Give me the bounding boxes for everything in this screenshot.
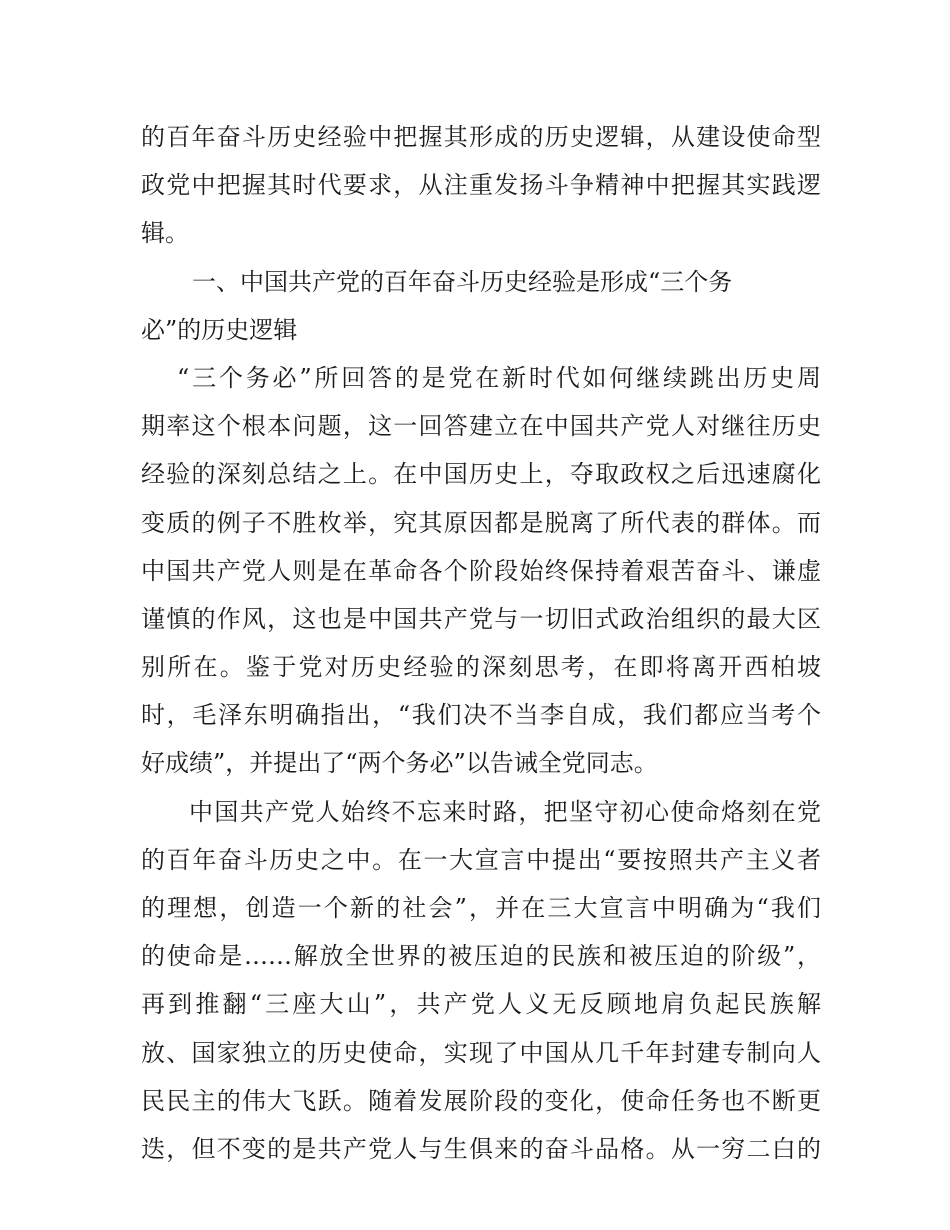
- paragraph-2-line-5: 再到推翻“三座大山”，共产党人义无反顾地肩负起民族解: [141, 990, 821, 1019]
- document-body: [141, 113, 821, 1173]
- paragraph-2-line-3: 的理想，创造一个新的社会”，并在三大宣言中明确为“我们: [141, 894, 821, 922]
- paragraph-2-line-1: 中国共产党人始终不忘来时路，把坚守初心使命烙刻在党: [189, 797, 821, 826]
- paragraph-1: [141, 354, 821, 788]
- intro-line-1: 的百年奋斗历史经验中把握其形成的历史逻辑，从建设使命型: [141, 123, 821, 151]
- paragraph-2-line-2: 的百年奋斗历史之中。在一大宣言中提出“要按照共产主义者: [141, 845, 821, 874]
- paragraph-2-line-6: 放、国家独立的历史使命，实现了中国从几千年封建专制向人: [141, 1038, 821, 1067]
- paragraph-1-line-1: “三个务必”所回答的是党在新时代如何继续跳出历史周: [177, 363, 821, 392]
- paragraph-1-line-3: 经验的深刻总结之上。在中国历史上，夺取政权之后迅速腐化: [141, 460, 821, 489]
- paragraph-2: [141, 788, 821, 1174]
- section-heading: [141, 258, 821, 354]
- paragraph-1-line-7: 别所在。鉴于党对历史经验的深刻思考，在即将离开西柏坡: [141, 653, 821, 682]
- paragraph-1-line-2: 期率这个根本问题，这一回答建立在中国共产党人对继往历史: [141, 412, 821, 441]
- paragraph-2-line-4: 的使命是……解放全世界的被压迫的民族和被压迫的阶级”，: [141, 942, 821, 971]
- paragraph-1-line-8: 时，毛泽东明确指出，“我们决不当李自成，我们都应当考个: [141, 701, 821, 730]
- intro-line-3: 辑。: [141, 219, 189, 248]
- section-heading-line-1: 一、中国共产党的百年奋斗历史经验是形成“三个务: [192, 267, 733, 296]
- paragraph-2-line-8: 迭，但不变的是共产党人与生俱来的奋斗品格。从一穷二白的: [141, 1134, 821, 1163]
- paragraph-2-line-7: 民民主的伟大飞跃。随着发展阶段的变化，使命任务也不断更: [141, 1086, 821, 1115]
- section-heading-line-2: 必”的历史逻辑: [141, 315, 298, 344]
- paragraph-1-line-5: 中国共产党人则是在革命各个阶段始终保持着艰苦奋斗、谦虚: [141, 556, 821, 585]
- paragraph-1-line-4: 变质的例子不胜枚举，究其原因都是脱离了所代表的群体。而: [141, 508, 821, 537]
- intro-line-2: 政党中把握其时代要求，从注重发扬斗争精神中把握其实践逻: [141, 171, 821, 200]
- intro-paragraph: [141, 113, 821, 258]
- paragraph-1-line-6: 谨慎的作风，这也是中国共产党与一切旧式政治组织的最大区: [141, 604, 821, 633]
- paragraph-1-line-9: 好成绩”，并提出了“两个务必”以告诫全党同志。: [141, 749, 658, 778]
